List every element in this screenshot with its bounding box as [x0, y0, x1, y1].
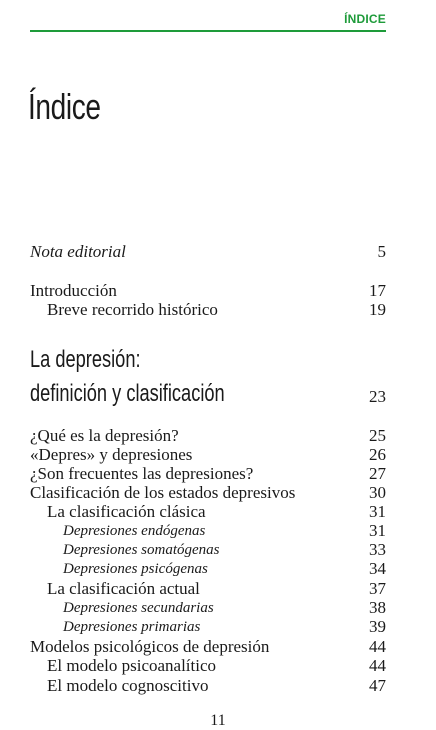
- toc-entry-page: 44: [369, 656, 386, 675]
- toc-entry: [30, 483, 386, 503]
- toc-entry: [30, 637, 386, 657]
- toc-entry: [30, 579, 386, 599]
- toc-entry-page: 33: [369, 540, 386, 559]
- toc-entry-label: Modelos psicológicos de depresión: [30, 637, 270, 656]
- toc-entry-label: Depresiones primarias: [63, 619, 201, 635]
- toc-entry-label: La clasificación actual: [47, 579, 200, 598]
- toc-entry: [30, 502, 386, 522]
- toc-entry: [30, 464, 386, 484]
- toc-entry-page: 17: [369, 281, 386, 300]
- toc-entry: [30, 281, 386, 301]
- toc-entry: [30, 540, 386, 560]
- toc-entry-label: Clasificación de los estados depresivos: [30, 483, 296, 502]
- page-number: 11: [210, 712, 226, 729]
- toc-entry: [30, 445, 386, 465]
- toc-entry-page: 31: [369, 521, 386, 540]
- section-heading-line1: La depresión:: [30, 346, 141, 373]
- toc-entry-page: 19: [369, 300, 386, 319]
- toc-entry-page: 27: [369, 464, 386, 483]
- toc-entry-label: El modelo psicoanalítico: [47, 656, 217, 675]
- toc-entry-page: 38: [369, 598, 386, 617]
- toc-entry: [30, 617, 386, 637]
- toc-entry-page: 31: [369, 502, 386, 521]
- toc-entry-label: Depresiones secundarias: [63, 600, 214, 616]
- section-heading-page: 23: [369, 387, 386, 406]
- header-rule: [30, 30, 386, 32]
- toc-entry-page: 37: [369, 579, 386, 598]
- toc-entry-label: ¿Son frecuentes las depresiones?: [30, 464, 254, 483]
- toc-entry: [30, 656, 386, 676]
- toc-entry-page: 5: [377, 242, 386, 261]
- toc-entry-page: 26: [369, 445, 386, 464]
- toc-entry: [30, 300, 386, 320]
- toc-entry: [30, 521, 386, 541]
- toc-entry-label: La clasificación clásica: [47, 502, 206, 521]
- toc-entry-label: Depresiones psicógenas: [63, 561, 208, 577]
- toc-entry-label: El modelo cognoscitivo: [47, 676, 209, 695]
- toc-entry-page: 30: [369, 483, 386, 502]
- toc-entry-label: «Depres» y depresiones: [30, 445, 193, 464]
- running-header: ÍNDICE: [344, 12, 386, 26]
- toc-entry: [30, 598, 386, 618]
- toc-entry-page: 47: [369, 676, 386, 695]
- toc-entry-page: 25: [369, 426, 386, 445]
- toc-entry: [30, 676, 386, 696]
- toc-entry-page: 34: [369, 559, 386, 578]
- toc-entry: [30, 559, 386, 579]
- toc-entry-label: Depresiones somatógenas: [63, 542, 220, 558]
- toc-entry-label: Introducción: [30, 281, 117, 300]
- toc-entry-label: Nota editorial: [30, 242, 126, 261]
- section-heading-line2: definición y clasificación: [30, 380, 225, 407]
- toc-entry-page: 44: [369, 637, 386, 656]
- page-title: Índice: [28, 86, 101, 127]
- toc-entry-label: ¿Qué es la depresión?: [30, 426, 179, 445]
- toc-entry-label: Breve recorrido histórico: [47, 300, 218, 319]
- toc-entry: [30, 426, 386, 446]
- toc-entry-page: 39: [369, 617, 386, 636]
- toc-entry: [30, 242, 386, 262]
- toc-entry-label: Depresiones endógenas: [63, 523, 206, 539]
